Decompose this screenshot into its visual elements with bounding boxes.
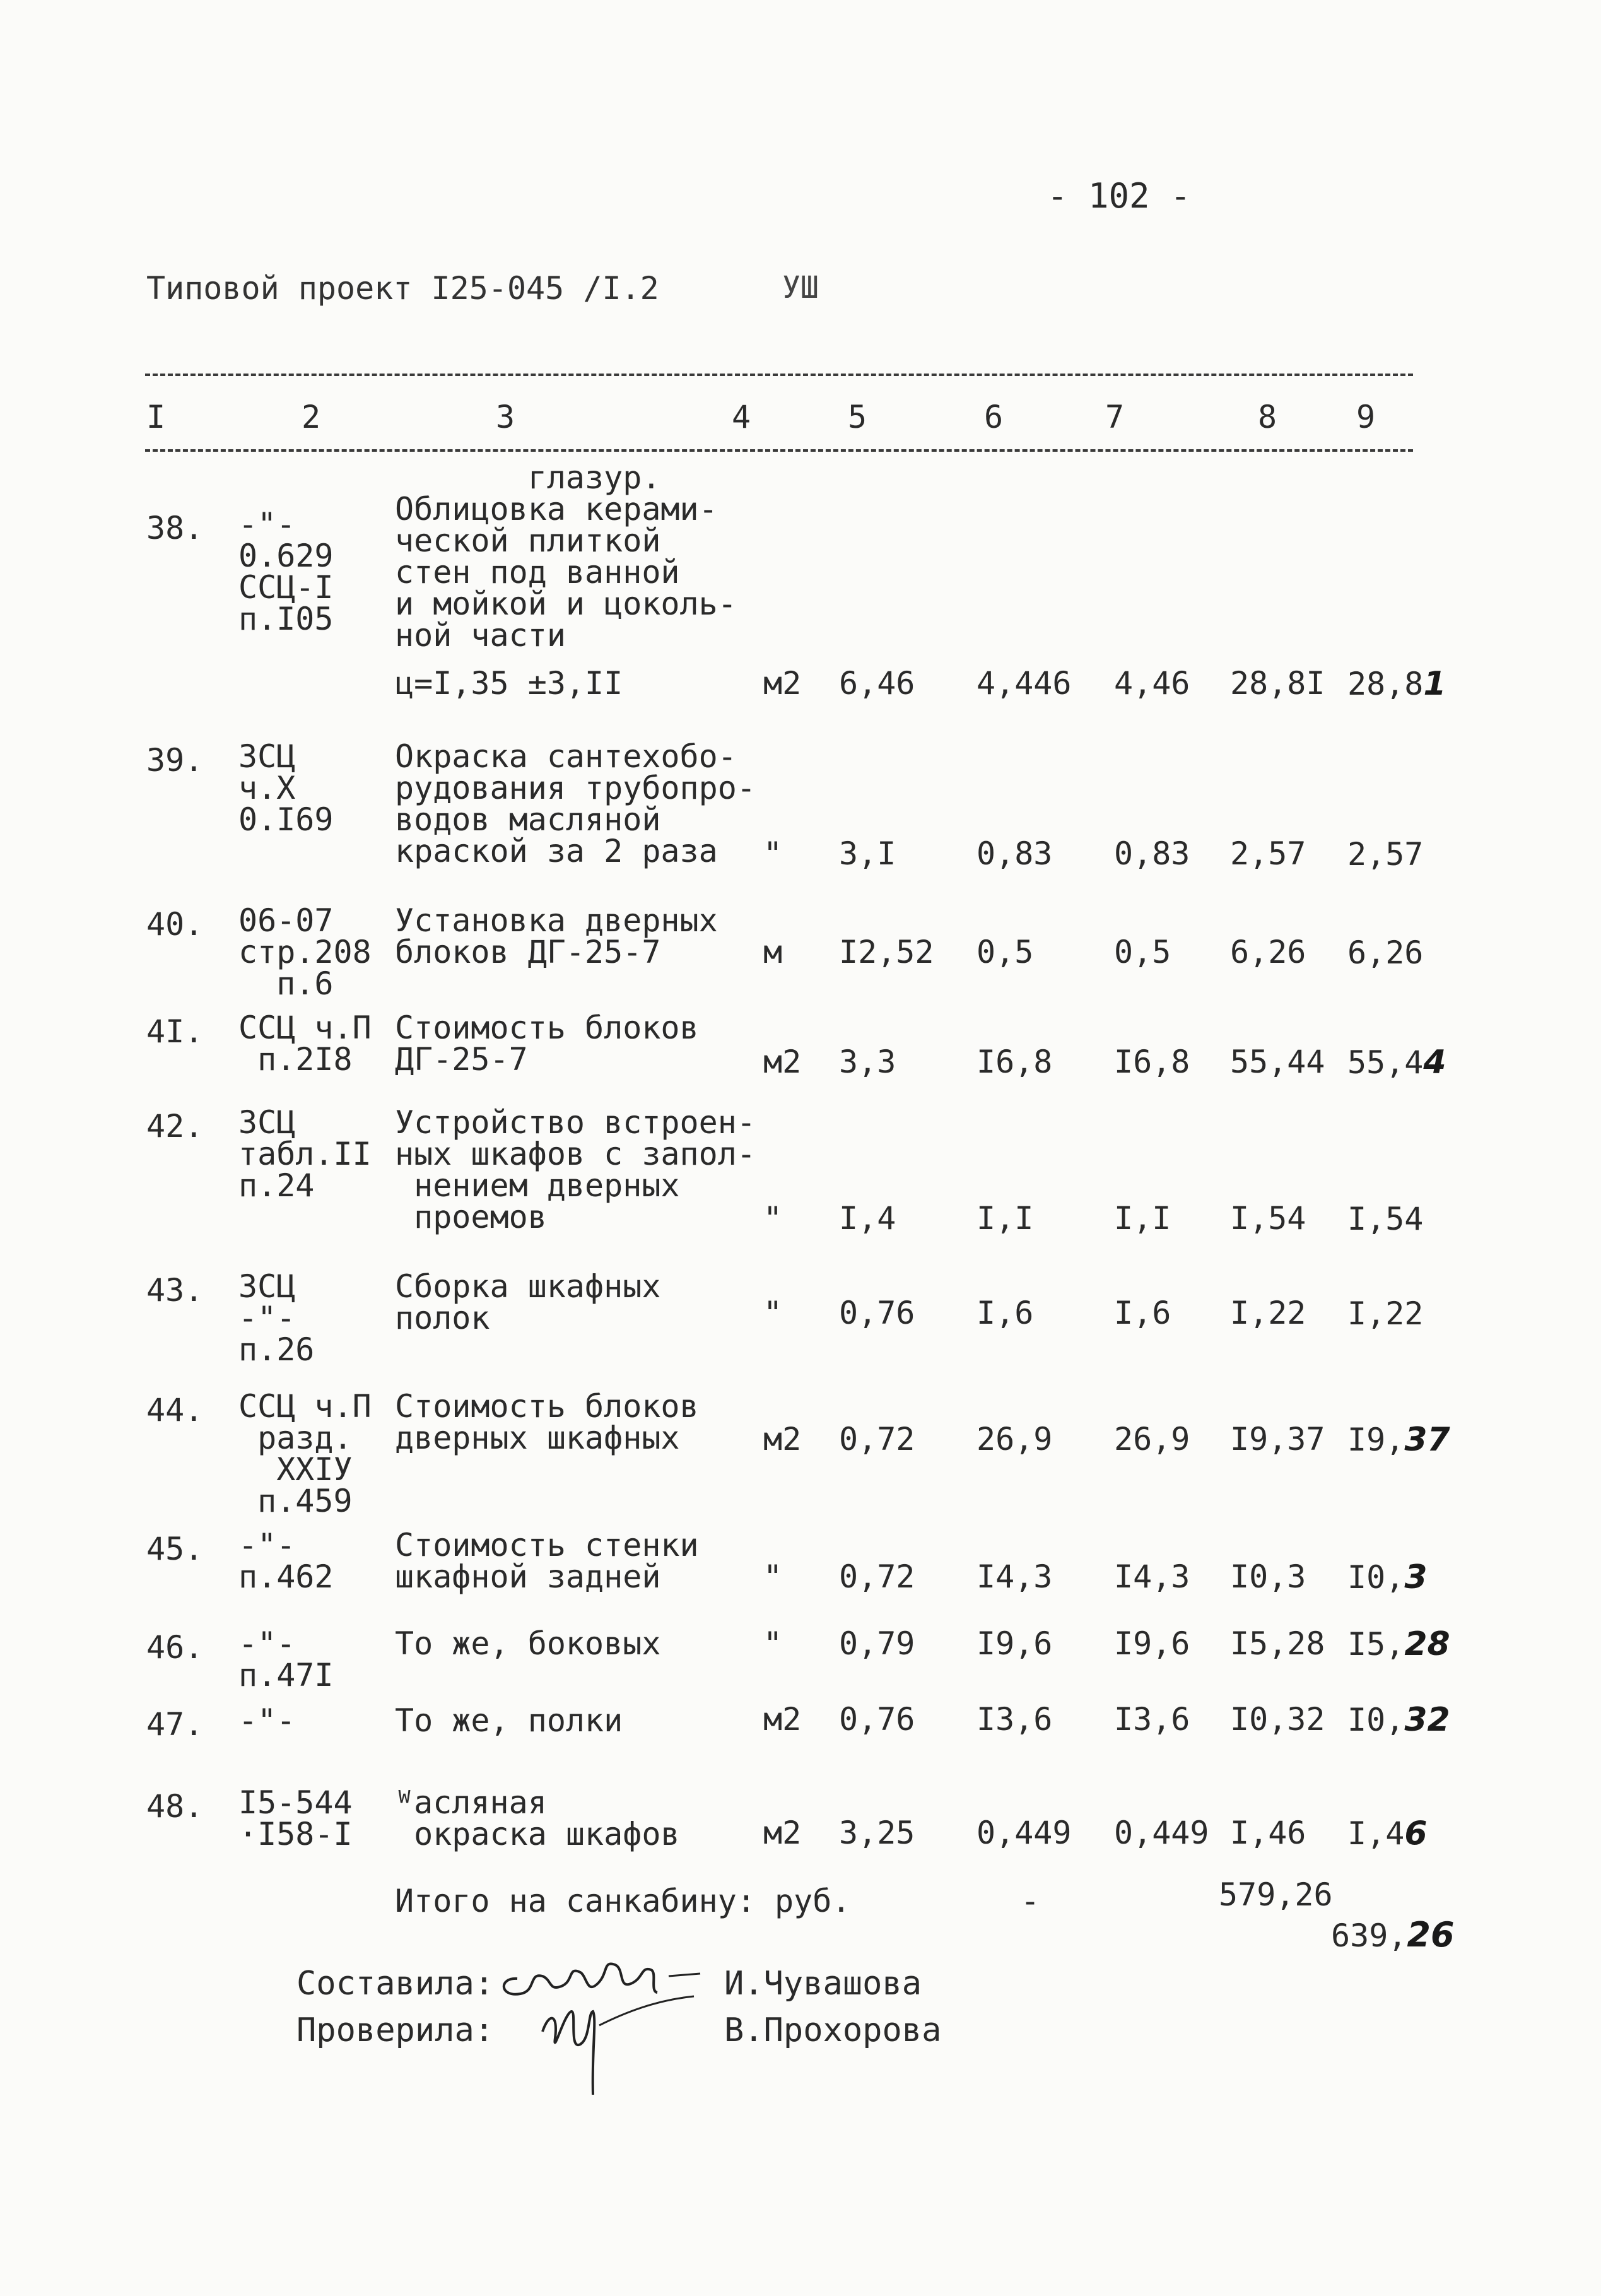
- row-number: 40.: [146, 906, 204, 943]
- column-header-7: 7: [1105, 399, 1125, 435]
- row-description: Стоимость стенки шкафной задней: [395, 1527, 699, 1595]
- row-total-9-handwritten: 3: [1404, 1558, 1428, 1596]
- column-header-1: I: [146, 399, 166, 435]
- row-quantity: 0,72: [839, 1558, 915, 1595]
- row-unit-price-7: 0,449: [1114, 1815, 1209, 1851]
- row-number: 46.: [146, 1629, 204, 1666]
- row-unit-price-7: I4,3: [1114, 1558, 1190, 1595]
- row-unit-price-6: 0,83: [976, 835, 1053, 872]
- row-unit-price-7: I3,6: [1114, 1701, 1190, 1738]
- row-total-8: I9,37: [1230, 1421, 1325, 1457]
- row-number: 38.: [146, 510, 204, 546]
- row-unit-price-7: I9,6: [1114, 1625, 1190, 1662]
- column-header-9: 9: [1356, 399, 1376, 435]
- row-total-9-typed: I,22: [1347, 1295, 1424, 1332]
- row-code: -"- 0.629 ССЦ-I п.I05: [238, 506, 334, 637]
- row-total-9: [1347, 1046, 1446, 1079]
- column-header-2: 2: [302, 399, 321, 435]
- row-unit-price-7: 0,5: [1114, 934, 1171, 970]
- row-description: Установка дверных блоков ДГ-25-7: [395, 902, 718, 970]
- row-quantity: I2,52: [839, 934, 934, 970]
- project-title: Типовой проект I25-045 /I.2: [146, 270, 659, 307]
- checked-signature: [530, 1975, 707, 2107]
- row-total-9: [1347, 1558, 1428, 1596]
- checked-name: В.Прохорова: [724, 2011, 942, 2049]
- header-top-rule: [145, 374, 1413, 376]
- row-quantity: 3,25: [839, 1815, 915, 1851]
- row-code: ЗСЦ -"- п.26: [238, 1268, 315, 1368]
- row-quantity: 3,3: [839, 1044, 896, 1080]
- row-total-8: I0,32: [1230, 1701, 1325, 1738]
- total-label: Итого на санкабину: руб.: [395, 1883, 851, 1919]
- row-total-9: [1347, 665, 1446, 703]
- total-dash: -: [1021, 1883, 1040, 1919]
- row-total-9-typed: I0,: [1347, 1559, 1405, 1596]
- row-total-9: [1347, 1701, 1450, 1739]
- row-unit: м2: [763, 1701, 802, 1738]
- row-total-9-typed: I,4: [1347, 1815, 1405, 1852]
- row-total-8: I,46: [1230, 1815, 1306, 1851]
- row-unit: ": [763, 1200, 783, 1237]
- section-mark: УШ: [782, 270, 819, 305]
- row-total-9: [1347, 1203, 1423, 1235]
- row-total-9-typed: 28,8: [1347, 666, 1424, 702]
- row-unit-price-6: I,I: [976, 1200, 1034, 1237]
- row-unit-price-7: I,I: [1114, 1200, 1171, 1237]
- row-code: 06-07 стр.208 п.6: [238, 902, 372, 1002]
- row-description: Сборка шкафных полок: [395, 1268, 661, 1336]
- row-total-8: 2,57: [1230, 835, 1306, 872]
- row-code: ЗСЦ табл.II п.24: [238, 1104, 372, 1204]
- row-unit-price-6: I,6: [976, 1295, 1034, 1331]
- row-total-8: I0,3: [1230, 1558, 1306, 1595]
- checked-label: Проверила:: [296, 2011, 495, 2049]
- row-description: глазур. Облицовка керами- ческой плиткой стен под ванной и мойкой и цоколь- ной части: [395, 459, 737, 654]
- column-header-3: 3: [496, 399, 515, 435]
- total-value-2-handwritten: 26: [1407, 1915, 1455, 1955]
- row-description: Стоимость блоков ДГ-25-7: [395, 1010, 699, 1078]
- row-code: ССЦ ч.П п.2I8: [238, 1010, 372, 1078]
- row-quantity: 0,76: [839, 1295, 915, 1331]
- header-bottom-rule: [145, 449, 1413, 452]
- row-total-9-handwritten: 28: [1404, 1625, 1450, 1663]
- row-unit-price-7: 4,46: [1114, 665, 1190, 702]
- row-unit: м2: [763, 1815, 802, 1851]
- row-total-9: [1347, 1625, 1450, 1663]
- row-total-9: [1347, 936, 1423, 969]
- row-description: То же, боковых: [395, 1625, 661, 1662]
- page-number: - 102 -: [1047, 176, 1191, 216]
- row-total-9-typed: I5,: [1347, 1626, 1405, 1663]
- row-number: 4I.: [146, 1013, 204, 1050]
- row-total-8: 6,26: [1230, 934, 1306, 970]
- row-total-8: 55,44: [1230, 1044, 1325, 1080]
- row-total-9-typed: 2,57: [1347, 836, 1424, 873]
- column-header-8: 8: [1258, 399, 1277, 435]
- row-number: 42.: [146, 1108, 204, 1145]
- row-description: ᵂасляная окраска шкафов: [395, 1784, 680, 1852]
- row-formula: ц=I,35 ±3,II: [395, 665, 623, 702]
- row-total-8: I5,28: [1230, 1625, 1325, 1662]
- row-unit-price-7: I6,8: [1114, 1044, 1190, 1080]
- total-value-1: 579,26: [1219, 1876, 1333, 1913]
- row-unit-price-6: 4,446: [976, 665, 1072, 702]
- row-code: ЗСЦ ч.Х 0.I69: [238, 738, 334, 838]
- row-total-9: [1347, 838, 1423, 871]
- row-quantity: 0,76: [839, 1701, 915, 1738]
- row-total-9: [1347, 1817, 1428, 1850]
- row-total-9-handwritten: 32: [1404, 1701, 1450, 1739]
- row-code: -"-: [238, 1702, 296, 1739]
- row-total-9-handwritten: 37: [1404, 1421, 1450, 1459]
- row-total-8: I,54: [1230, 1200, 1306, 1237]
- row-unit-price-7: 26,9: [1114, 1421, 1190, 1457]
- row-unit-price-6: I6,8: [976, 1044, 1053, 1080]
- row-unit-price-6: I3,6: [976, 1701, 1053, 1738]
- row-number: 47.: [146, 1706, 204, 1743]
- row-total-9-typed: I9,: [1347, 1422, 1405, 1458]
- row-total-9-typed: 55,4: [1347, 1044, 1424, 1081]
- row-unit: м2: [763, 1044, 802, 1080]
- row-unit: м2: [763, 665, 802, 702]
- row-unit: ": [763, 1295, 783, 1331]
- row-description: Окраска сантехобо- рудования трубопро- водов масляной краской за 2 раза: [395, 738, 756, 869]
- row-unit-price-6: 0,449: [976, 1815, 1072, 1851]
- row-code: -"- п.47I: [238, 1625, 334, 1693]
- row-quantity: 0,79: [839, 1625, 915, 1662]
- row-quantity: I,4: [839, 1200, 896, 1237]
- row-unit: ": [763, 1558, 783, 1595]
- row-unit-price-6: I4,3: [976, 1558, 1053, 1595]
- row-unit-price-7: I,6: [1114, 1295, 1171, 1331]
- row-code: I5-544 ·I58-I: [238, 1784, 353, 1852]
- row-unit: ": [763, 835, 783, 872]
- row-description: Стоимость блоков дверных шкафных: [395, 1388, 699, 1456]
- row-total-9: [1347, 1421, 1450, 1459]
- column-header-6: 6: [984, 399, 1004, 435]
- row-total-9-typed: I,54: [1347, 1201, 1424, 1237]
- row-number: 48.: [146, 1788, 204, 1825]
- composed-label: Составила:: [296, 1965, 495, 2003]
- column-header-5: 5: [848, 399, 867, 435]
- row-total-9-typed: 6,26: [1347, 934, 1424, 971]
- row-unit: м: [763, 934, 783, 970]
- total-value-2: 639,26: [1331, 1915, 1455, 1955]
- row-unit-price-7: 0,83: [1114, 835, 1190, 872]
- column-header-4: 4: [732, 399, 751, 435]
- row-code: -"- п.462: [238, 1527, 334, 1595]
- row-number: 43.: [146, 1272, 204, 1309]
- row-total-9-handwritten: 6: [1404, 1815, 1428, 1852]
- row-unit: м2: [763, 1421, 802, 1457]
- row-description: То же, полки: [395, 1702, 623, 1739]
- row-code: ССЦ ч.П разд. ХХIУ п.459: [238, 1388, 372, 1519]
- row-unit: ": [763, 1625, 783, 1662]
- row-total-9-typed: I0,: [1347, 1702, 1405, 1738]
- row-total-9-handwritten: 4: [1423, 1044, 1446, 1081]
- row-number: 39.: [146, 742, 204, 779]
- row-total-9-handwritten: 1: [1423, 665, 1446, 703]
- composed-name: И.Чувашова: [724, 1965, 922, 2003]
- row-quantity: 0,72: [839, 1421, 915, 1457]
- row-quantity: 3,I: [839, 835, 896, 872]
- row-total-9: [1347, 1297, 1423, 1330]
- row-number: 45.: [146, 1531, 204, 1567]
- row-unit-price-6: 26,9: [976, 1421, 1053, 1457]
- row-number: 44.: [146, 1392, 204, 1428]
- row-quantity: 6,46: [839, 665, 915, 702]
- row-unit-price-6: 0,5: [976, 934, 1034, 970]
- row-total-8: I,22: [1230, 1295, 1306, 1331]
- row-unit-price-6: I9,6: [976, 1625, 1053, 1662]
- row-description: Устройство встроен- ных шкафов с запол- нением дверных проемов: [395, 1104, 756, 1235]
- row-total-8: 28,8I: [1230, 665, 1325, 702]
